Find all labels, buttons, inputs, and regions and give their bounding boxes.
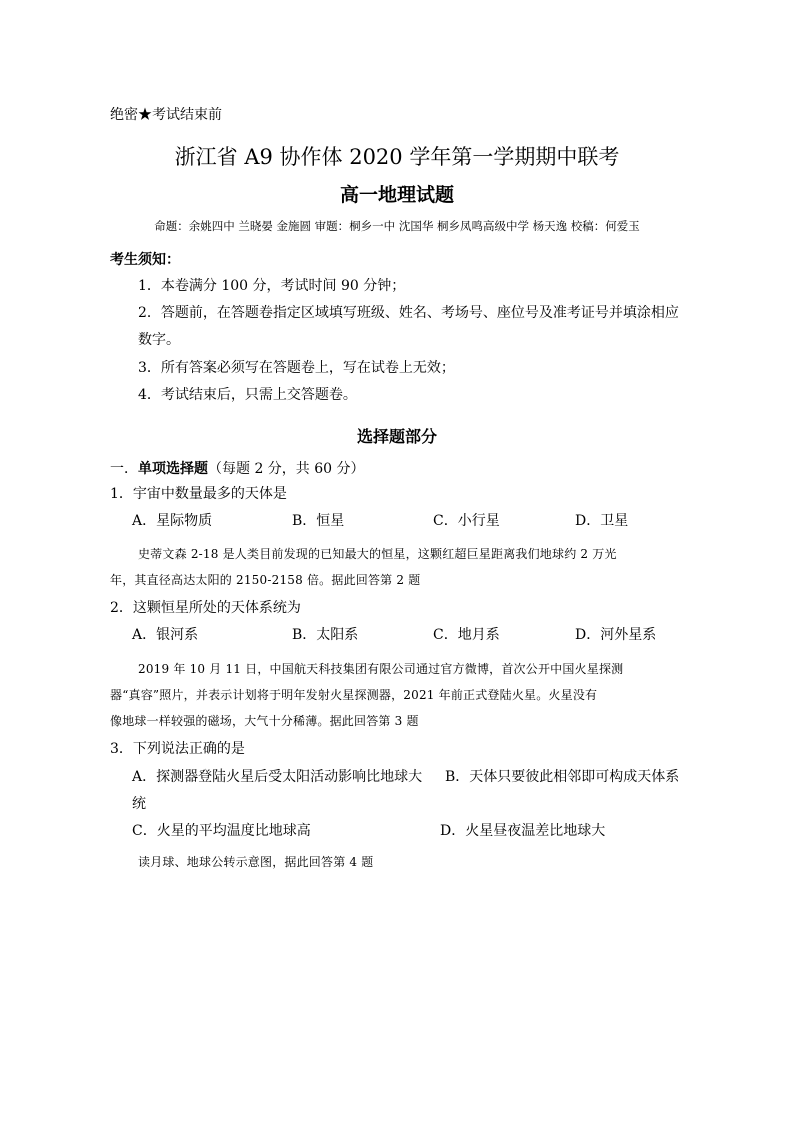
question-1-stem: 1．宇宙中数量最多的天体是 <box>110 486 287 502</box>
section-title: 单项选择题 <box>138 461 208 477</box>
passage-2-line-2: 年，其直径高达太阳的 2150-2158 倍。据此回答第 2 题 <box>110 573 421 587</box>
part-heading: 选择题部分 <box>356 427 437 446</box>
question-2-stem: 2．这颗恒星所处的天体系统为 <box>110 600 301 616</box>
passage-4-line-1: 读月球、地球公转示意图，据此回答第 4 题 <box>138 855 374 869</box>
question-2-option-d: D．河外星系 <box>575 627 657 643</box>
exam-title: 浙江省 A9 协作体 2020 学年第一学期期中联考 <box>174 145 620 169</box>
notice-item-3: 3．所有答案必须写在答题卷上，写在试卷上无效； <box>138 360 455 376</box>
section-note: （每题 2 分，共 60 分） <box>208 461 365 477</box>
passage-2-line-1: 史蒂文森 2-18 是人类目前发现的已知最大的恒星，这颗红超巨星距离我们地球约 2 万光 <box>138 547 617 561</box>
question-1-option-c: C．小行星 <box>433 513 500 529</box>
section-number: 一． <box>110 461 138 477</box>
section-heading <box>110 458 365 478</box>
notice-item-2-cont: 数字。 <box>138 332 180 348</box>
notice-item-1: 1．本卷满分 100 分，考试时间 90 分钟； <box>138 278 406 294</box>
passage-3-line-1: 2019 年 10 月 11 日，中国航天科技集团有限公司通过官方微博，首次公开中国火星探测 <box>138 662 624 676</box>
question-3-option-d: D．火星昼夜温差比地球大 <box>440 823 606 839</box>
notice-item-4: 4．考试结束后，只需上交答题卷。 <box>138 387 357 403</box>
question-3-option-b: B．天体只要彼此相邻即可构成天体系 <box>445 769 680 785</box>
question-3-option-c: C．火星的平均温度比地球高 <box>132 823 311 839</box>
passage-3-line-2: 器“真容”照片，并表示计划将于明年发射火星探测器，2021 年前正式登陆火星。火星没有 <box>110 688 598 702</box>
question-2-option-b: B．太阳系 <box>292 627 359 643</box>
notice-heading: 考生须知： <box>110 252 180 268</box>
question-3-stem: 3．下列说法正确的是 <box>110 741 245 757</box>
question-2-option-a: A．银河系 <box>132 627 199 643</box>
question-1-option-d: D．卫星 <box>575 513 629 529</box>
question-1-option-a: A．星际物质 <box>132 513 213 529</box>
question-3-option-b-cont: 统 <box>132 796 146 812</box>
exam-subtitle: 高一地理试题 <box>339 184 454 206</box>
passage-3-line-3: 像地球一样较强的磁场，大气十分稀薄。据此回答第 3 题 <box>110 714 419 728</box>
authors-line: 命题：余姚四中 兰晓晏 金施圆 审题：桐乡一中 沈国华 桐乡凤鸣高级中学 杨天逸 校稿：何爱玉 <box>154 219 640 233</box>
confidential-mark: 绝密★考试结束前 <box>110 107 222 123</box>
notice-item-2: 2．答题前，在答题卷指定区域填写班级、姓名、考场号、座位号及准考证号并填涂相应 <box>138 305 679 321</box>
question-3-option-a: A．探测器登陆火星后受太阳活动影响比地球大 <box>132 769 423 785</box>
question-1-option-b: B．恒星 <box>292 513 345 529</box>
question-2-option-c: C．地月系 <box>433 627 500 643</box>
